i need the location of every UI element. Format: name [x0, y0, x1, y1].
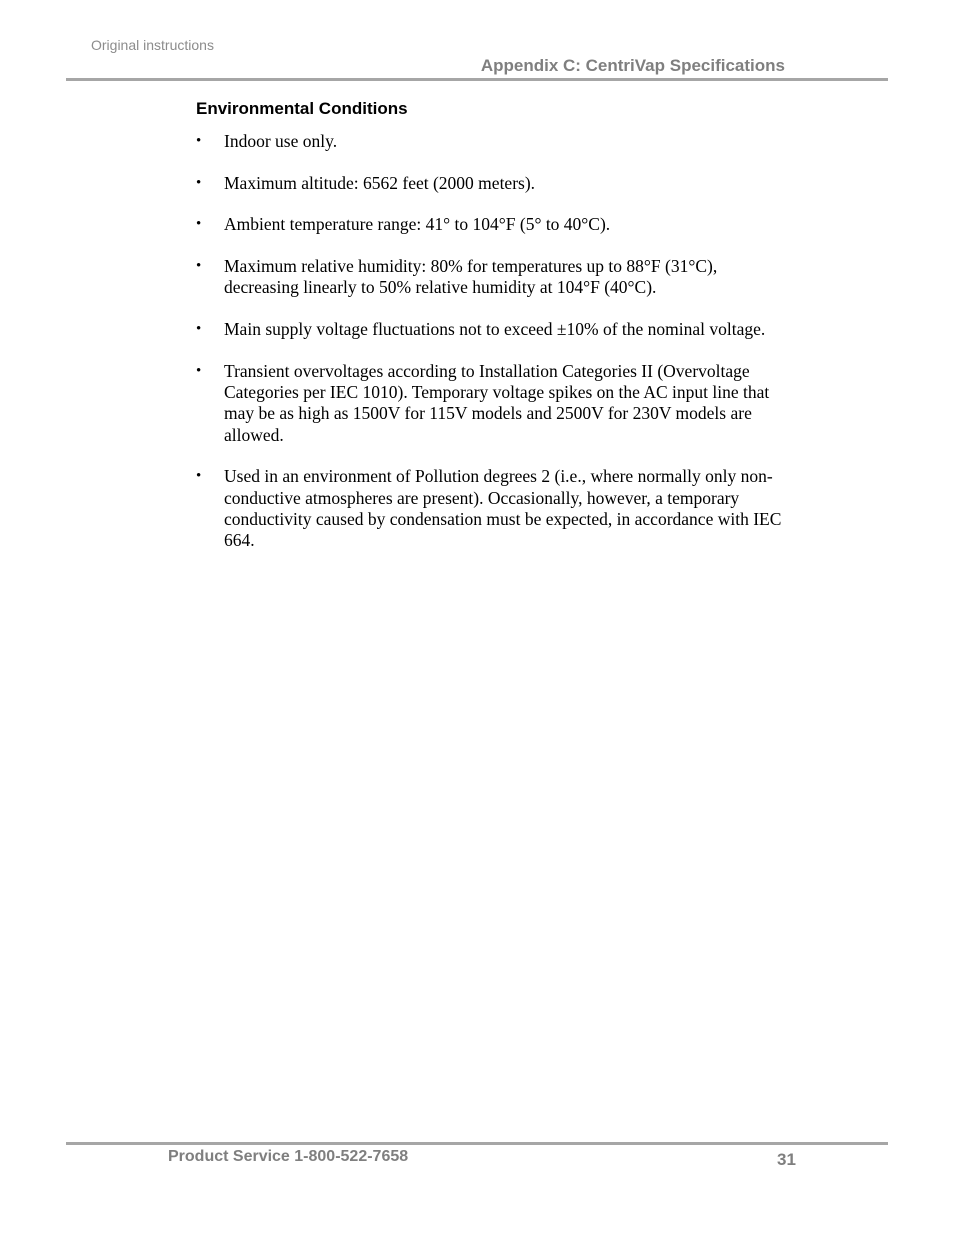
list-item-text: Used in an environment of Pollution degrees 2 (i.e., where normally only non-conductive atmospheres are present). Occasionally, however, a temporary conductivity caused by condensation must be expected, in accordance with IEC 664. — [224, 466, 782, 551]
bullet-icon: • — [196, 216, 202, 233]
section-heading: Environmental Conditions — [196, 99, 408, 118]
list-item-text: Maximum relative humidity: 80% for temperatures up to 88°F (31°C), decreasing linearly to 50% relative humidity at 104°F (40°C). — [224, 256, 718, 298]
list-item-text: Transient overvoltages according to Installation Categories II (Overvoltage Categories per IEC 1010). Temporary voltage spikes on the AC input line that may be as high as 1500V for 115V models and 2500V for 230V models are allowed. — [224, 360, 770, 445]
list-item-text: Ambient temperature range: 41° to 104°F (5° to 40°C). — [224, 214, 611, 235]
footer-divider — [66, 1142, 888, 1145]
original-instructions-note: Original instructions — [91, 37, 214, 53]
list-item — [196, 361, 796, 446]
bullet-icon: • — [196, 174, 202, 191]
bullet-icon: • — [196, 133, 202, 149]
conditions-list — [196, 131, 796, 572]
header-divider — [66, 78, 888, 81]
page-number: 31 — [777, 1150, 796, 1169]
list-item-text: Main supply voltage fluctuations not to exceed ±10% of the nominal voltage. — [224, 319, 766, 340]
bullet-icon: • — [196, 468, 202, 485]
running-header-title: Appendix C: CentriVap Specifications — [480, 56, 785, 75]
bullet-icon: • — [196, 362, 202, 379]
bullet-icon: • — [196, 258, 202, 275]
list-item — [196, 466, 796, 551]
list-item — [196, 214, 796, 235]
footer-product-service: Product Service 1-800-522-7658 — [168, 1148, 409, 1165]
list-item — [196, 173, 796, 194]
list-item — [196, 131, 796, 152]
list-item-text: Indoor use only. — [224, 131, 338, 151]
list-item — [196, 319, 796, 340]
list-item-text: Maximum altitude: 6562 feet (2000 meters). — [224, 172, 536, 193]
bullet-icon: • — [196, 321, 202, 338]
list-item — [196, 256, 796, 299]
